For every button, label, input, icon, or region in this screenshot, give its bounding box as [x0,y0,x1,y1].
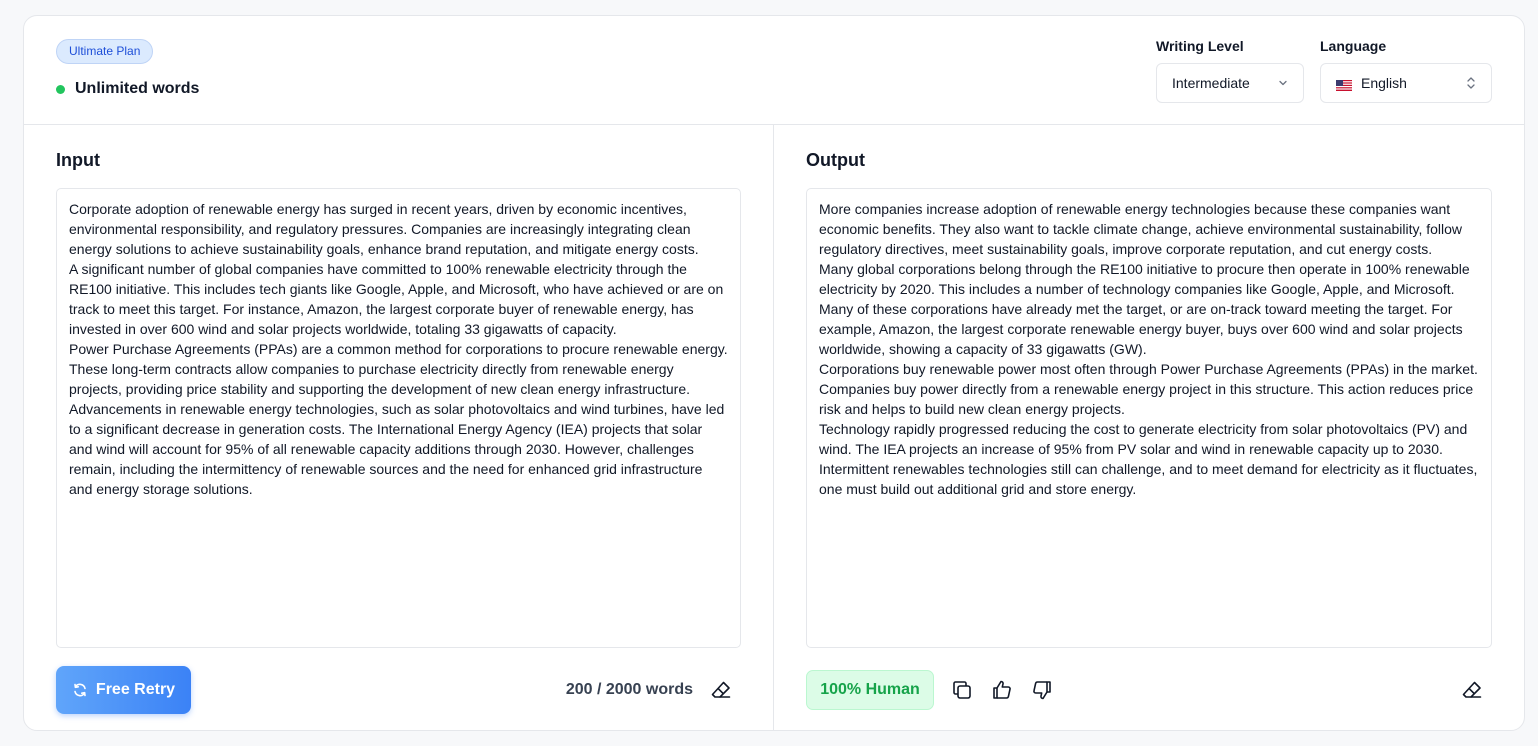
eraser-icon[interactable] [1458,676,1486,704]
eraser-icon[interactable] [707,676,735,704]
input-paragraph: Advancements in renewable energy technologies, such as solar photovoltaics and wind turbines, have led to a significant decrease in generation costs. The International Energy Agency (IEA) projects that solar and wind will account for 95% of all renewable capacity additions through 2030. However, challenges remain, including the intermittency of renewable sources and the need for enhanced grid infrastructure and energy storage solutions. [69,401,725,497]
output-paragraph: More companies increase adoption of renewable energy technologies because these companies want economic benefits. They also want to tackle climate change, achieve environmental sustainability, follow regulatory directives, meet sustainability goals, improve corporate reputation, and cut energy costs. [819,201,1463,257]
input-paragraph: Corporate adoption of renewable energy has surged in recent years, driven by economic incentives, environmental responsibility, and regulatory pressures. Companies are increasingly integrating clean energy solutions to achieve sustainability goals, enhance brand reputation, and mitigate energy costs. [69,201,699,257]
free-retry-label: Free Retry [95,681,176,698]
language-label: Language [1320,38,1387,54]
words-status [56,79,199,99]
plan-badge: Ultimate Plan [56,39,153,64]
output-paragraph: Corporations buy renewable power most often through Power Purchase Agreements (PPAs) in the market. Companies buy power directly from a renewable energy project in this structure. This action reduces price risk and helps to build new clean energy projects. [819,361,1478,417]
output-paragraph: Many global corporations belong through the RE100 initiative to procure then operate in 100% renewable electricity by 2020. This includes a number of technology companies like Google, Apple, and Microsoft. Many of these corporations have already met the target, or are on-track toward meeting the target. For example, Amazon, the largest corporate renewable energy buyer, buys over 600 wind and solar projects worldwide, showing a capacity of 33 gigawatts (GW). [819,261,1470,357]
free-retry-button[interactable] [56,666,191,714]
thumbs-down-icon[interactable] [1028,676,1056,704]
word-count: 200 / 2000 words [565,681,693,698]
refresh-icon [72,682,88,698]
us-flag-icon [1336,78,1352,89]
output-textarea[interactable] [806,188,1492,648]
language-value: English [1361,75,1407,91]
humanizer-card [23,15,1525,731]
input-title: Input [56,150,100,170]
chevron-updown-icon [1465,76,1477,90]
output-panel [774,125,1525,731]
input-textarea[interactable] [56,188,741,648]
output-paragraph: Technology rapidly progressed reducing the cost to generate electricity from solar photovoltaics (PV) and wind. The IEA projects an increase of 95% from PV solar and wind in renewable capacity up to 2030. Intermittent renewables technologies still can challenge, and to meet demand for electricity as it fluctuates, one must build out additional grid and store energy. [819,421,1478,497]
thumbs-up-icon[interactable] [988,676,1016,704]
language-select[interactable] [1320,63,1492,103]
copy-icon[interactable] [948,676,976,704]
words-status-label: Unlimited words [75,80,200,97]
header [24,16,1524,125]
human-score-badge: 100% Human [806,670,934,710]
writing-level-value: Intermediate [1172,75,1250,91]
chevron-down-icon [1277,77,1289,89]
input-panel [24,125,774,731]
input-paragraph: A significant number of global companies have committed to 100% renewable electricity through the RE100 initiative. This includes tech giants like Google, Apple, and Microsoft, who have achieved or are on track to meet this target. For instance, Amazon, the largest corporate buyer of renewable energy, has invested in over 600 wind and solar projects worldwide, totaling 33 gigawatts of capacity. [69,261,724,337]
output-title: Output [806,150,865,170]
input-paragraph: Power Purchase Agreements (PPAs) are a common method for corporations to procure renewable energy. These long-term contracts allow companies to purchase electricity directly from renewable energy projects, providing price stability and supporting the development of new clean energy infrastructure. [69,341,728,397]
writing-level-label: Writing Level [1156,38,1244,54]
writing-level-select[interactable] [1156,63,1304,103]
status-dot-icon [56,85,65,94]
